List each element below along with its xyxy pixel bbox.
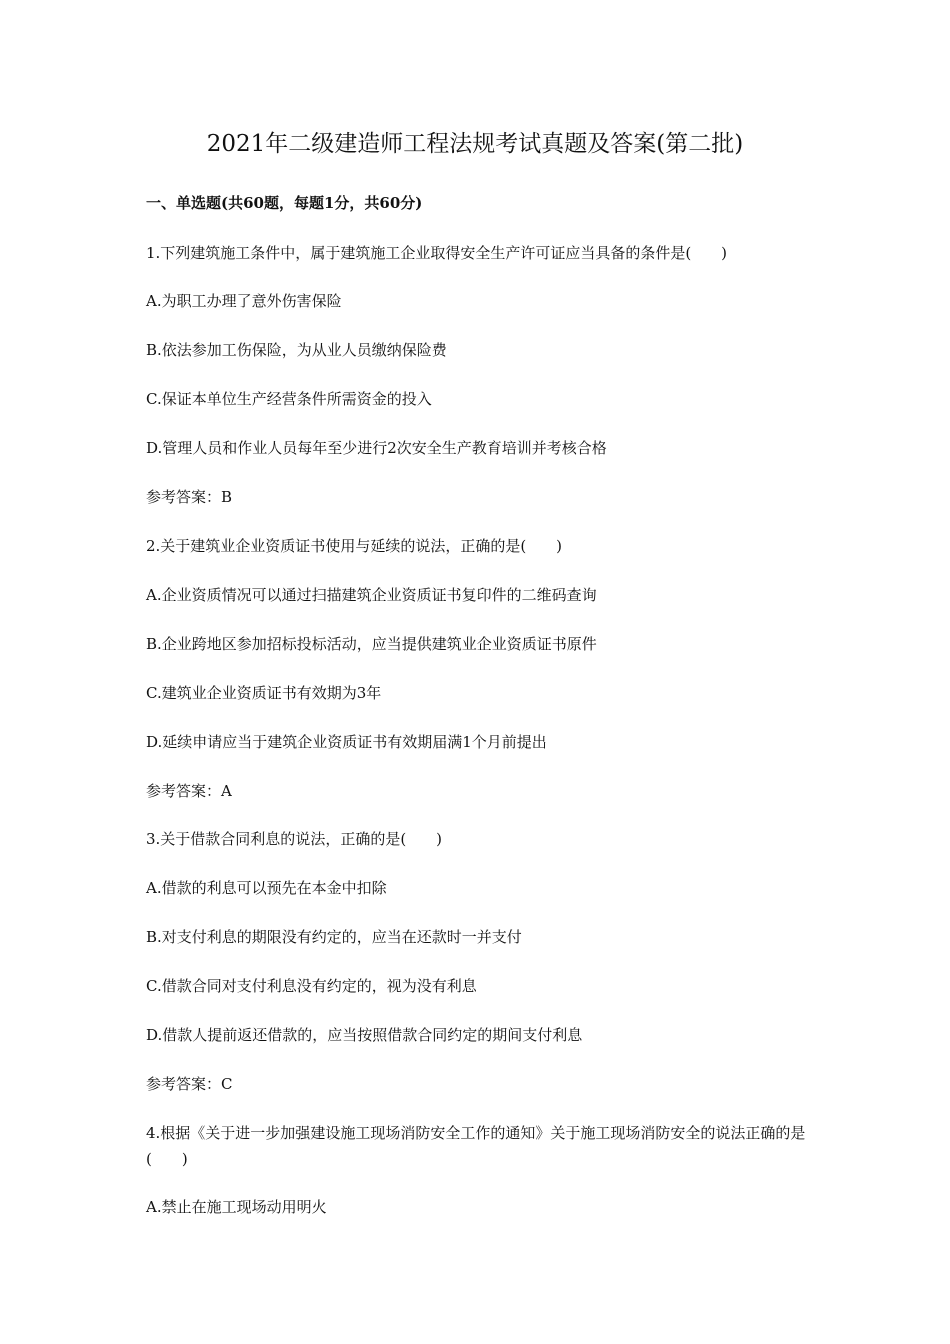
question-2-stem: 2.关于建筑业企业资质证书使用与延续的说法，正确的是( ) [146, 537, 563, 555]
question-2-option-b: B.企业跨地区参加招标投标活动，应当提供建筑业企业资质证书原件 [146, 635, 597, 653]
question-1-answer: 参考答案：B [146, 488, 233, 506]
question-3-answer: 参考答案：C [146, 1075, 233, 1093]
question-3-option-c: C.借款合同对支付利息没有约定的，视为没有利息 [146, 977, 477, 995]
question-1-option-b: B.依法参加工伤保险，为从业人员缴纳保险费 [146, 341, 447, 359]
question-2-option-c: C.建筑业企业资质证书有效期为3年 [146, 684, 382, 702]
question-3-option-a: A.借款的利息可以预先在本金中扣除 [146, 879, 387, 897]
question-1-stem: 1.下列建筑施工条件中，属于建筑施工企业取得安全生产许可证应当具备的条件是( ) [146, 244, 728, 262]
question-1-option-c: C.保证本单位生产经营条件所需资金的投入 [146, 390, 432, 408]
question-4-option-a: A.禁止在施工现场动用明火 [146, 1198, 327, 1216]
question-2-option-d: D.延续申请应当于建筑企业资质证书有效期届满1个月前提出 [146, 733, 547, 751]
document-title: 2021年二级建造师工程法规考试真题及答案(第二批) [206, 131, 744, 157]
question-3-option-d: D.借款人提前返还借款的，应当按照借款合同约定的期间支付利息 [146, 1026, 583, 1044]
question-1-option-d: D.管理人员和作业人员每年至少进行2次安全生产教育培训并考核合格 [146, 439, 607, 457]
question-2-option-a: A.企业资质情况可以通过扫描建筑企业资质证书复印件的二维码查询 [146, 586, 597, 604]
section-heading: 一、单选题(共60题，每题1分，共60分) [146, 194, 423, 212]
question-3-option-b: B.对支付利息的期限没有约定的，应当在还款时一并支付 [146, 928, 522, 946]
question-2-answer: 参考答案：A [146, 782, 232, 800]
question-4-stem: 4.根据《关于进一步加强建设施工现场消防安全工作的通知》关于施工现场消防安全的说法正确的是( ) [146, 1124, 806, 1168]
question-3-stem: 3.关于借款合同利息的说法，正确的是( ) [146, 830, 443, 848]
question-1-option-a: A.为职工办理了意外伤害保险 [146, 292, 342, 310]
